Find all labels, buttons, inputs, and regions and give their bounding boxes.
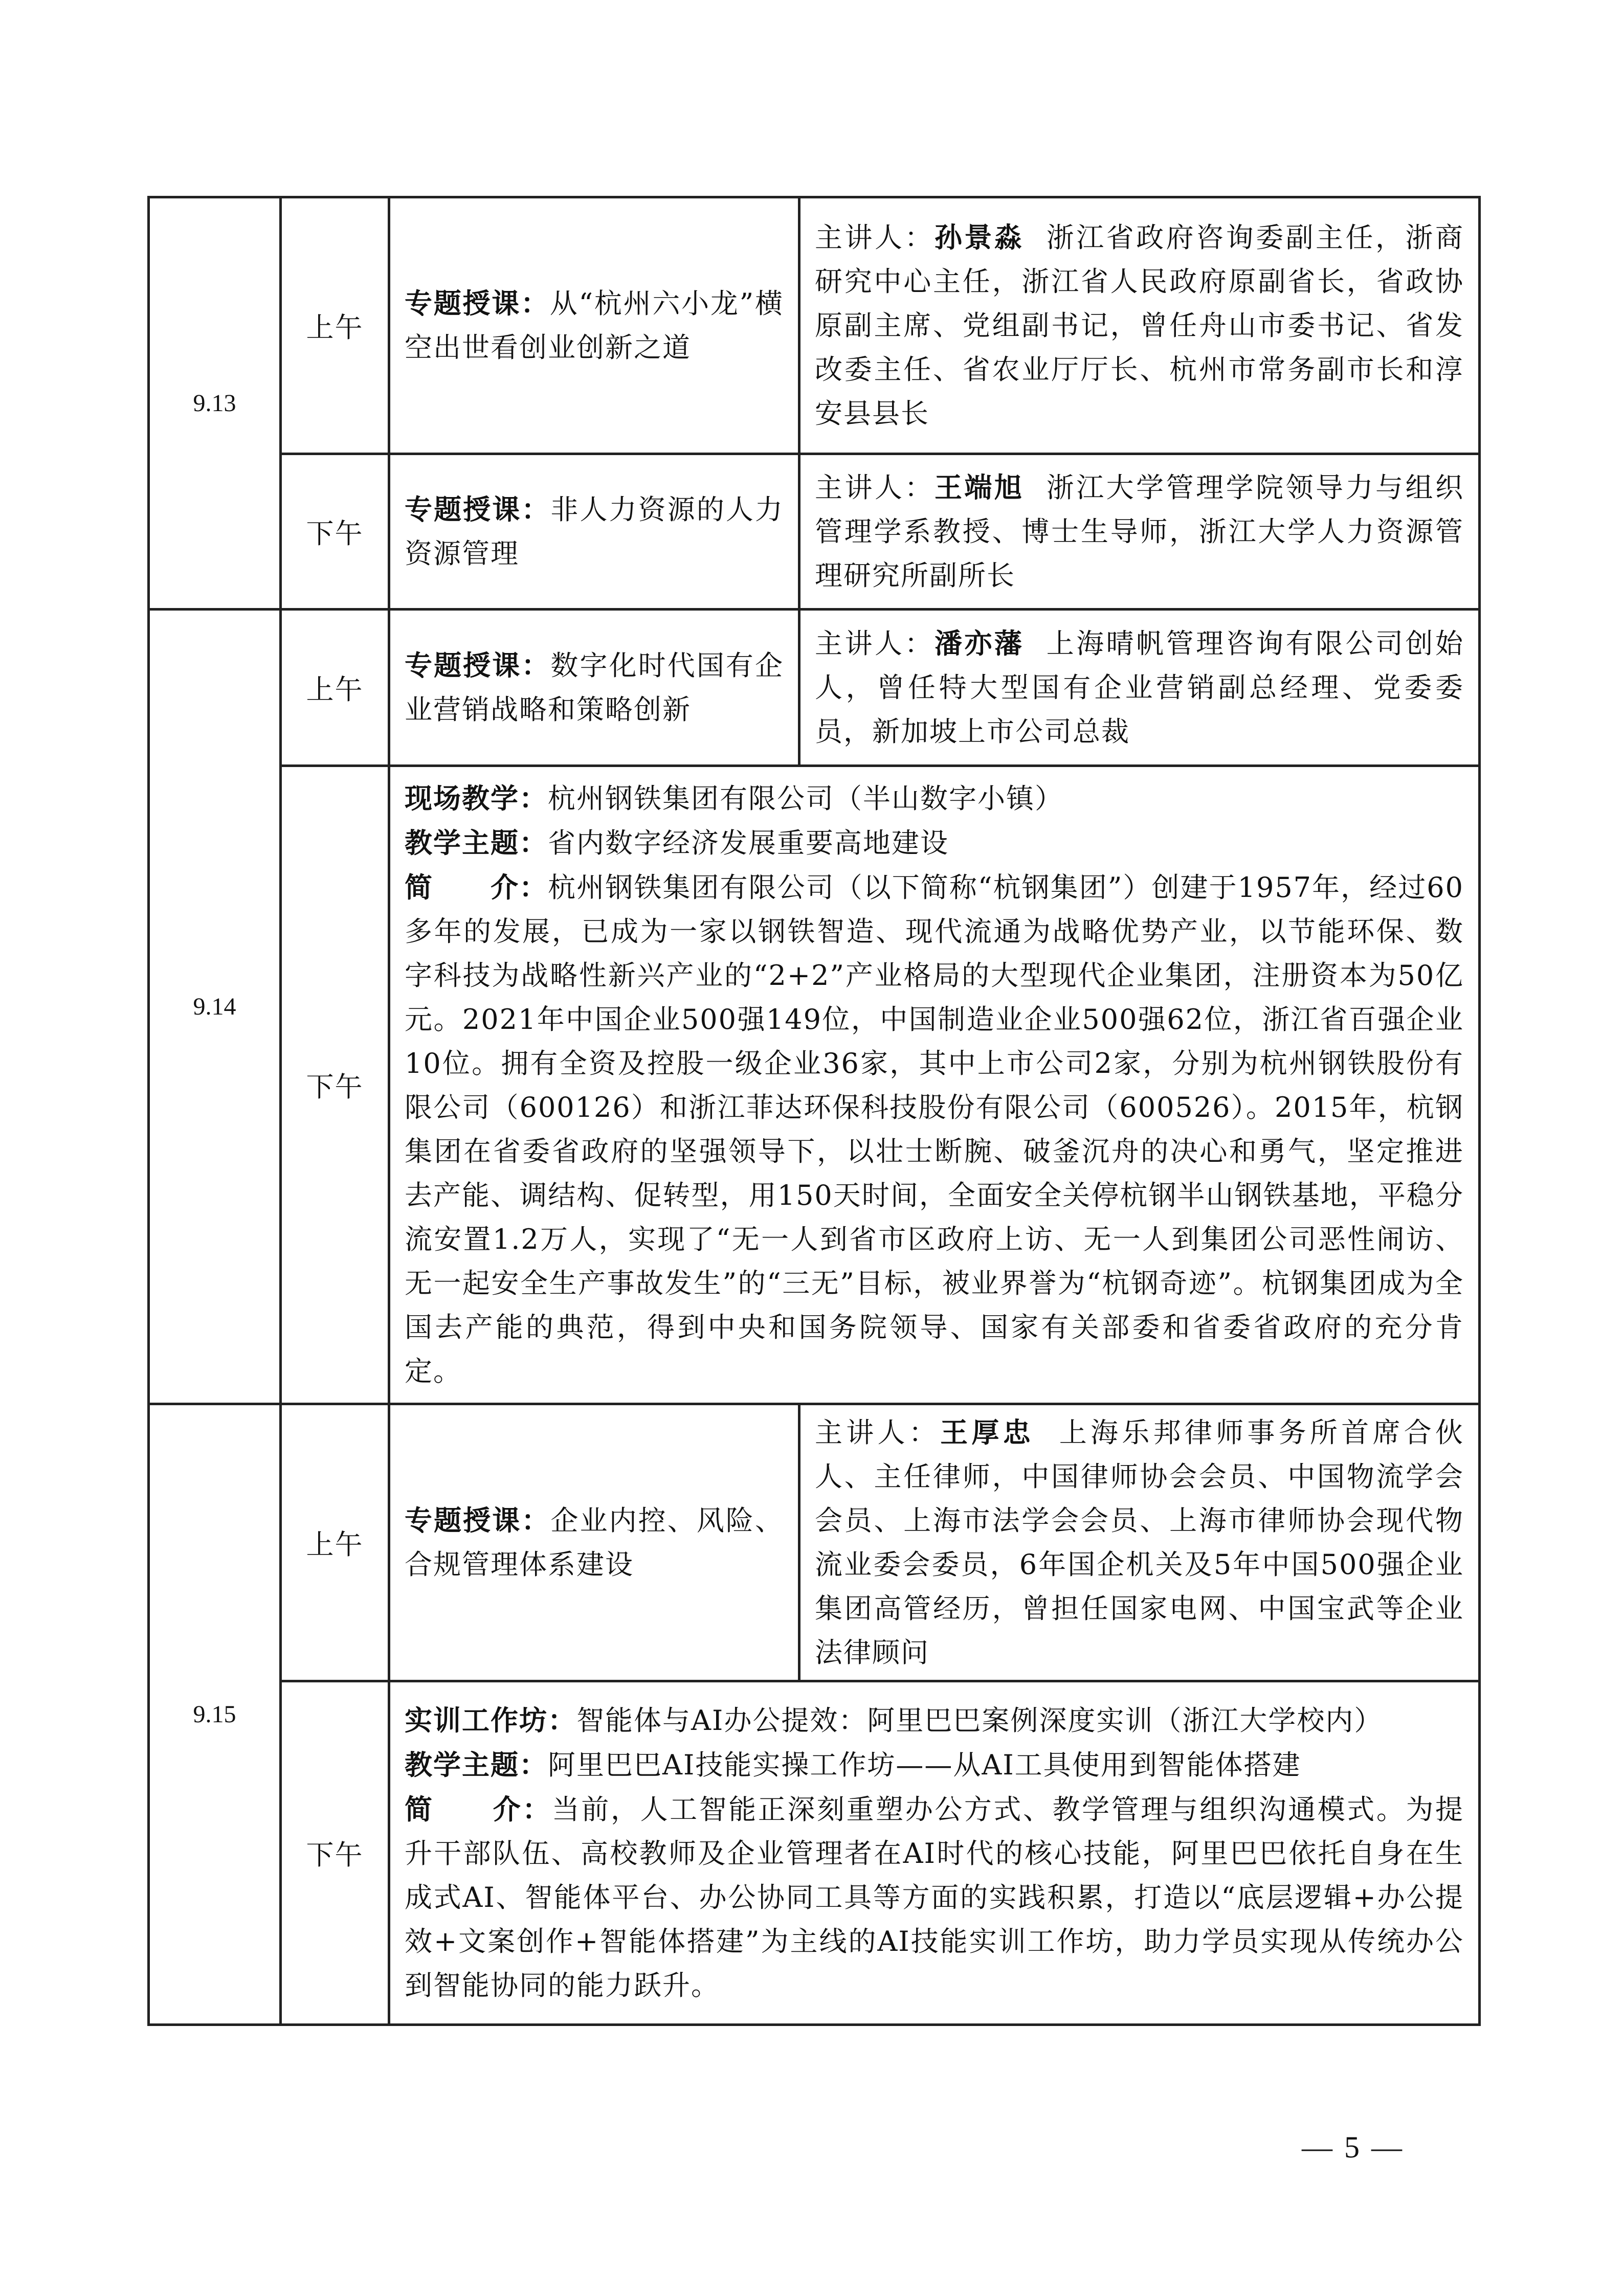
site-label: 现场教学： xyxy=(405,782,548,815)
site-line xyxy=(405,1698,1464,1743)
speaker-bio: 上海晴帆管理咨询有限公司创始人，曾任特大型国有企业营销副总经理、党委委员，新加坡上市公司总裁 xyxy=(815,627,1464,748)
date-cell: 9.13 xyxy=(149,197,281,610)
table-row xyxy=(149,1681,1480,2025)
theme-line xyxy=(405,821,1464,865)
period-cell: 上午 xyxy=(281,197,389,454)
speaker-label: 主讲人： xyxy=(815,1416,941,1449)
intro-text: 杭州钢铁集团有限公司（以下简称“杭钢集团”）创建于1957年，经过60多年的发展，已成为一家以钢铁智造、现代流通为战略优势产业，以节能环保、数字科技为战略性新兴产业的“2+2”产业格局的大型现代企业集团，注册资本为50亿元。2021年中国企业500强149位，中国制造业企业500强62位，浙江省百强企业10位。拥有全资及控股一级企业36家，其中上市公司2家，分别为杭州钢铁股份有限公司（600126）和浙江菲达环保科技股份有限公司（600526）。2015年，杭钢集团在省委省政府的坚强领导下，以壮士断腕、破釜沉舟的决心和勇气，坚定推进去产能、调结构、促转型，用150天时间，全面安全关停杭钢半山钢铁基地，平稳分流安置1.2万人，实现了“无一人到省市区政府上访、无一人到集团公司恶性闹访、无一起安全生产事故发生”的“三无”目标，被业界誉为“杭钢奇迹”。杭钢集团成为全国去产能的典范，得到中央和国务院领导、国家有关部委和省委省政府的充分肯定。 xyxy=(405,871,1464,1387)
topic-cell xyxy=(389,197,799,454)
intro-line xyxy=(405,1787,1464,2008)
intro-text: 当前，人工智能正深刻重塑办公方式、教学管理与组织沟通模式。为提升干部队伍、高校教师及企业管理者在AI时代的核心技能，阿里巴巴依托自身在生成式AI、智能体平台、办公协同工具等方面的实践积累，打造以“底层逻辑+办公提效+文案创作+智能体搭建”为主线的AI技能实训工作坊，助力学员实现从传统办公到智能协同的能力跃升。 xyxy=(405,1793,1464,2001)
speaker-name: 王厚忠 xyxy=(940,1416,1034,1449)
topic-label: 专题授课： xyxy=(405,1504,551,1537)
site-line xyxy=(405,776,1464,821)
site-visit-cell xyxy=(389,766,1480,1404)
period-cell: 下午 xyxy=(281,1681,389,2025)
table-row xyxy=(149,1404,1480,1681)
site-label: 实训工作坊： xyxy=(405,1704,576,1737)
speaker-name: 孙景淼 xyxy=(934,221,1025,254)
theme-text: 阿里巴巴AI技能实操工作坊——从AI工具使用到智能体搭建 xyxy=(548,1749,1301,1781)
speaker-label: 主讲人： xyxy=(815,471,935,504)
site-text: 杭州钢铁集团有限公司（半山数字小镇） xyxy=(548,782,1063,815)
table-row xyxy=(149,766,1480,1404)
speaker-name: 潘亦藩 xyxy=(934,627,1025,660)
table-row xyxy=(149,197,1480,454)
topic-text: 数字化时代国有企业营销战略和策略创新 xyxy=(405,649,784,726)
topic-cell xyxy=(389,610,799,766)
speaker-cell xyxy=(799,610,1480,766)
topic-text: 企业内控、风险、合规管理体系建设 xyxy=(405,1504,784,1581)
speaker-name: 王端旭 xyxy=(934,471,1025,504)
speaker-label: 主讲人： xyxy=(815,627,935,660)
topic-label: 专题授课： xyxy=(405,287,550,320)
speaker-bio: 浙江大学管理学院领导力与组织管理学系教授、博士生导师，浙江大学人力资源管理研究所副所长 xyxy=(815,471,1464,592)
schedule-table xyxy=(147,196,1481,2026)
site-text: 智能体与AI办公提效：阿里巴巴案例深度实训（浙江大学校内） xyxy=(576,1704,1383,1737)
date-cell: 9.15 xyxy=(149,1404,281,2025)
page-number: — 5 — xyxy=(1302,2130,1404,2164)
theme-label: 教学主题： xyxy=(405,1748,548,1781)
speaker-cell xyxy=(799,454,1480,610)
topic-text: 非人力资源的人力资源管理 xyxy=(405,493,784,570)
topic-text: 从“杭州六小龙”横空出世看创业创新之道 xyxy=(405,287,784,364)
speaker-label: 主讲人： xyxy=(815,221,935,254)
topic-cell xyxy=(389,454,799,610)
speaker-bio: 上海乐邦律师事务所首席合伙人、主任律师，中国律师协会会员、中国物流学会会员、上海市法学会会员、上海市律师协会现代物流业委会委员，6年国企机关及5年中国500强企业集团高管经历，曾担任国家电网、中国宝武等企业法律顾问 xyxy=(815,1416,1464,1669)
workshop-cell xyxy=(389,1681,1480,2025)
topic-label: 专题授课： xyxy=(405,649,551,682)
speaker-cell xyxy=(799,1404,1480,1681)
theme-line xyxy=(405,1743,1464,1787)
period-cell: 下午 xyxy=(281,454,389,610)
speaker-cell xyxy=(799,197,1480,454)
topic-label: 专题授课： xyxy=(405,493,551,526)
theme-label: 教学主题： xyxy=(405,826,548,859)
theme-text: 省内数字经济发展重要高地建设 xyxy=(548,827,949,859)
intro-line xyxy=(405,865,1464,1393)
period-cell: 上午 xyxy=(281,1404,389,1681)
intro-label: 简 介： xyxy=(405,871,548,904)
topic-cell xyxy=(389,1404,799,1681)
table-row xyxy=(149,610,1480,766)
period-cell: 下午 xyxy=(281,766,389,1404)
period-cell: 上午 xyxy=(281,610,389,766)
intro-label: 简 介： xyxy=(405,1793,552,1826)
speaker-bio: 浙江省政府咨询委副主任，浙商研究中心主任，浙江省人民政府原副省长，省政协原副主席、党组副书记，曾任舟山市委书记、省发改委主任、省农业厅厅长、杭州市常务副市长和淳安县县长 xyxy=(815,221,1464,430)
table-row xyxy=(149,454,1480,610)
date-cell: 9.14 xyxy=(149,610,281,1404)
